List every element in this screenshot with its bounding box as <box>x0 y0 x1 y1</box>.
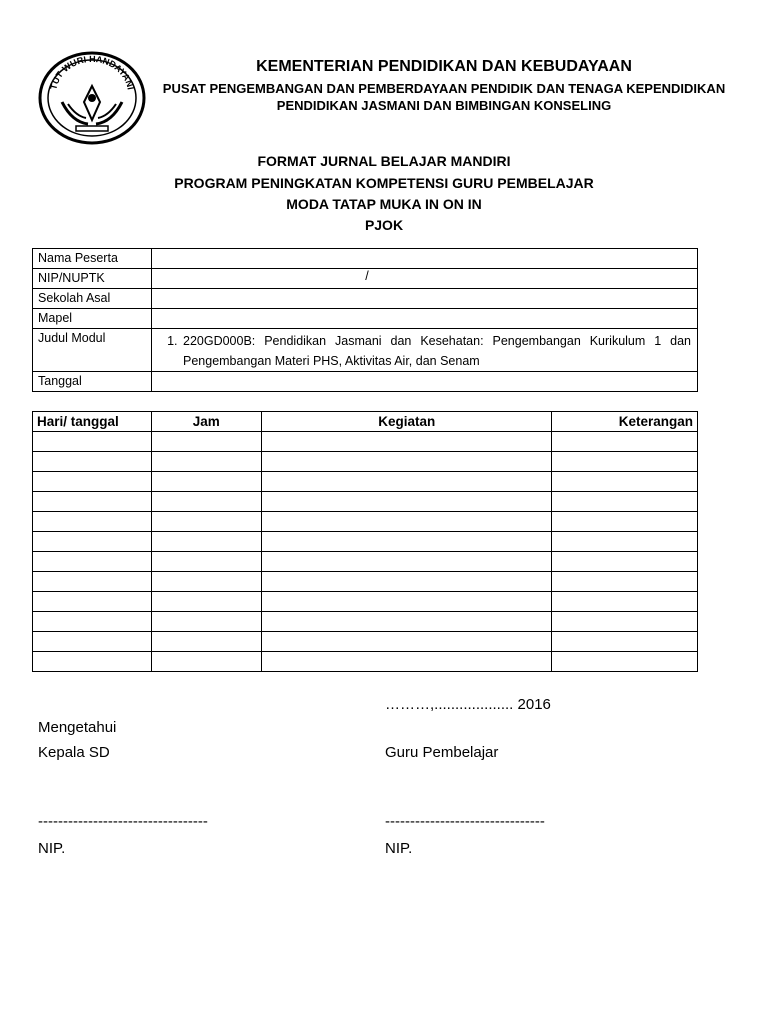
mengetahui-text: Mengetahui <box>38 719 117 736</box>
journal-header-row <box>33 412 698 432</box>
jam-cell[interactable] <box>151 452 261 472</box>
doc-title-line3: MODA TATAP MUKA IN ON IN <box>286 196 482 212</box>
hari-tanggal-cell[interactable] <box>33 572 152 592</box>
judul-modul-label: Judul Modul <box>33 329 152 372</box>
hari-tanggal-cell[interactable] <box>33 612 152 632</box>
journal-row <box>33 432 698 452</box>
kegiatan-cell[interactable] <box>262 552 552 572</box>
jam-cell[interactable] <box>151 632 261 652</box>
info-row-tanggal <box>33 372 698 392</box>
center-name-line2: PENDIDIKAN JASMANI DAN BIMBINGAN KONSELING <box>276 98 612 113</box>
kegiatan-cell[interactable] <box>262 472 552 492</box>
keterangan-cell[interactable] <box>552 452 698 472</box>
jam-cell[interactable] <box>151 652 261 672</box>
journal-row <box>33 632 698 652</box>
jam-cell[interactable] <box>151 612 261 632</box>
journal-row <box>33 472 698 492</box>
center-name-line1: PUSAT PENGEMBANGAN DAN PEMBERDAYAAN PENDIDIK DAN TENAGA KEPENDIDIKAN <box>162 81 726 96</box>
journal-row <box>33 532 698 552</box>
nip-label: NIP/NUPTK <box>33 269 152 289</box>
journal-table <box>32 411 698 672</box>
keterangan-cell[interactable] <box>552 472 698 492</box>
hari-tanggal-cell[interactable] <box>33 652 152 672</box>
kegiatan-cell[interactable] <box>262 612 552 632</box>
kegiatan-cell[interactable] <box>262 512 552 532</box>
col-header-hari-tanggal: Hari/ tanggal <box>33 412 152 432</box>
jam-cell[interactable] <box>151 572 261 592</box>
keterangan-cell[interactable] <box>552 512 698 532</box>
jam-cell[interactable] <box>151 472 261 492</box>
info-row-judul-modul <box>33 329 698 372</box>
kegiatan-cell[interactable] <box>262 652 552 672</box>
info-row-mapel <box>33 309 698 329</box>
hari-tanggal-cell[interactable] <box>33 432 152 452</box>
tut-wuri-handayani-logo <box>38 50 146 146</box>
journal-row <box>33 652 698 672</box>
tanggal-label: Tanggal <box>33 372 152 392</box>
journal-row <box>33 512 698 532</box>
keterangan-cell[interactable] <box>552 652 698 672</box>
hari-tanggal-cell[interactable] <box>33 552 152 572</box>
signature-line-right: -------------------------------- <box>385 813 545 830</box>
keterangan-cell[interactable] <box>552 432 698 452</box>
nama-peserta-field[interactable] <box>152 249 698 269</box>
keterangan-cell[interactable] <box>552 492 698 512</box>
hari-tanggal-cell[interactable] <box>33 592 152 612</box>
journal-row <box>33 492 698 512</box>
journal-row <box>33 572 698 592</box>
journal-row <box>33 452 698 472</box>
col-header-jam: Jam <box>151 412 261 432</box>
date-line: ………,................... 2016 <box>385 696 551 713</box>
participant-info-table <box>32 248 698 392</box>
journal-row <box>33 552 698 572</box>
hari-tanggal-cell[interactable] <box>33 472 152 492</box>
keterangan-cell[interactable] <box>552 552 698 572</box>
kegiatan-cell[interactable] <box>262 632 552 652</box>
journal-body <box>33 432 698 672</box>
jam-cell[interactable] <box>151 492 261 512</box>
jam-cell[interactable] <box>151 532 261 552</box>
hari-tanggal-cell[interactable] <box>33 632 152 652</box>
sekolah-asal-label: Sekolah Asal <box>33 289 152 309</box>
info-row-nip <box>33 269 698 289</box>
ministry-title: KEMENTERIAN PENDIDIKAN DAN KEBUDAYAAN <box>256 58 632 75</box>
journal-row <box>33 592 698 612</box>
module-item: 1. 220GD000B: Pendidikan Jasmani dan Kesehatan: Pengembangan Kurikulum 1 dan Pengembangan Materi PHS, Aktivitas Air, dan Senam <box>181 331 691 371</box>
kegiatan-cell[interactable] <box>262 492 552 512</box>
guru-pembelajar-text: Guru Pembelajar <box>385 744 499 761</box>
kegiatan-cell[interactable] <box>262 592 552 612</box>
jam-cell[interactable] <box>151 432 261 452</box>
keterangan-cell[interactable] <box>552 572 698 592</box>
module-list <box>157 329 697 371</box>
hari-tanggal-cell[interactable] <box>33 512 152 532</box>
nip-left: NIP. <box>38 840 66 857</box>
keterangan-cell[interactable] <box>552 592 698 612</box>
kegiatan-cell[interactable] <box>262 432 552 452</box>
svg-text:TUT WURI HANDAYANI: TUT WURI HANDAYANI <box>48 53 136 91</box>
mapel-label: Mapel <box>33 309 152 329</box>
doc-title-line4: PJOK <box>364 217 404 233</box>
jam-cell[interactable] <box>151 512 261 532</box>
jam-cell[interactable] <box>151 592 261 612</box>
tanggal-field[interactable] <box>152 372 698 392</box>
nip-field[interactable] <box>152 269 698 289</box>
info-row-sekolah <box>33 289 698 309</box>
doc-title-line1: FORMAT JURNAL BELAJAR MANDIRI <box>257 153 511 169</box>
keterangan-cell[interactable] <box>552 532 698 552</box>
hari-tanggal-cell[interactable] <box>33 452 152 472</box>
sekolah-asal-field[interactable] <box>152 289 698 309</box>
info-row-nama <box>33 249 698 269</box>
hari-tanggal-cell[interactable] <box>33 492 152 512</box>
nama-peserta-label: Nama Peserta <box>33 249 152 269</box>
kegiatan-cell[interactable] <box>262 452 552 472</box>
col-header-kegiatan: Kegiatan <box>262 412 552 432</box>
jam-cell[interactable] <box>151 552 261 572</box>
judul-modul-field <box>152 329 698 372</box>
hari-tanggal-cell[interactable] <box>33 532 152 552</box>
nip-right: NIP. <box>385 840 413 857</box>
keterangan-cell[interactable] <box>552 632 698 652</box>
kepala-sd-text: Kepala SD <box>38 744 110 761</box>
col-header-keterangan: Keterangan <box>552 412 698 432</box>
doc-title-line2: PROGRAM PENINGKATAN KOMPETENSI GURU PEMBELAJAR <box>174 175 594 191</box>
kegiatan-cell[interactable] <box>262 532 552 552</box>
nip-separator: / <box>365 269 369 283</box>
journal-row <box>33 612 698 632</box>
keterangan-cell[interactable] <box>552 612 698 632</box>
signature-line-left: ---------------------------------- <box>38 813 208 830</box>
mapel-field[interactable] <box>152 309 698 329</box>
kegiatan-cell[interactable] <box>262 572 552 592</box>
